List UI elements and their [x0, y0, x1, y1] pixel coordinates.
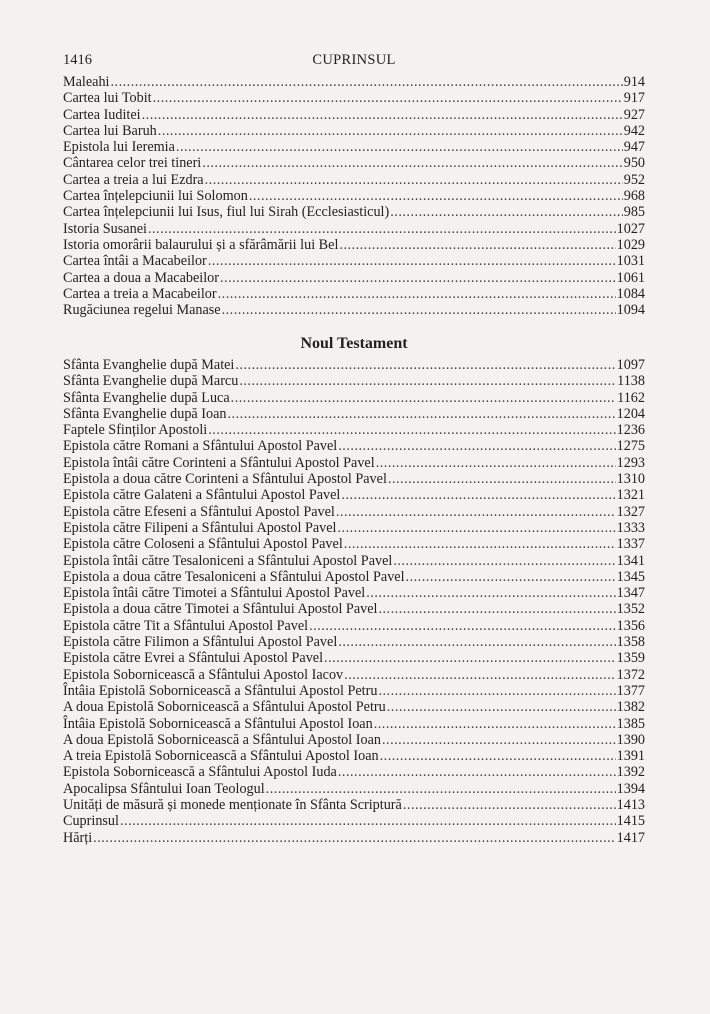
toc-entry — [63, 455, 645, 471]
dot-leader — [337, 520, 615, 536]
dot-leader — [110, 74, 622, 90]
toc-entry — [63, 601, 645, 617]
toc-entry-page: 1345 — [616, 568, 645, 585]
toc-entry — [63, 618, 645, 634]
toc-entry-title: Sfânta Evanghelie după Luca — [63, 389, 230, 406]
dot-leader — [339, 237, 615, 253]
toc-entry-title: Epistola Sobornicească a Sfântului Apostol Iuda — [63, 764, 337, 781]
toc-entry-title: Epistola către Tit a Sfântului Apostol Pavel — [63, 617, 309, 634]
toc-entry — [63, 357, 645, 373]
toc-entry-title: Cartea lui Tobit — [63, 90, 152, 107]
toc-entry — [63, 188, 645, 204]
toc-entry — [63, 204, 645, 220]
toc-entry-page: 1385 — [616, 715, 645, 732]
section-heading-new-testament: Noul Testament — [300, 335, 408, 352]
toc-entry-title: Sfânta Evanghelie după Matei — [63, 357, 235, 373]
toc-entry — [63, 504, 645, 520]
dot-leader — [208, 253, 616, 269]
dot-leader — [382, 732, 616, 748]
dot-leader — [228, 406, 616, 422]
toc-entry — [63, 155, 645, 171]
toc-entry-title: Epistola întâi către Corinteni a Sfântului Apostol Pavel — [63, 454, 375, 471]
toc-entry-page: 1352 — [616, 601, 645, 618]
toc-entry-title: Epistola Sobornicească a Sfântului Apostol Iacov — [63, 666, 344, 683]
dot-leader — [120, 813, 616, 829]
toc-entry-title: Epistola a doua către Tesaloniceni a Sfântului Apostol Pavel — [63, 568, 405, 585]
toc-entry-title: Cartea întâi a Macabeilor — [63, 253, 207, 270]
toc-entry-page: 1084 — [616, 285, 645, 302]
toc-entry-page: 1413 — [616, 797, 645, 814]
toc-entry — [63, 422, 645, 438]
toc-entry-title: Sfânta Evanghelie după Marcu — [63, 373, 239, 390]
toc-entry-page: 1162 — [617, 389, 645, 406]
dot-leader — [393, 553, 615, 569]
toc-entry — [63, 764, 645, 780]
dot-leader — [341, 487, 615, 503]
dot-leader — [376, 455, 616, 471]
dot-leader — [231, 390, 617, 406]
toc-entry-page: 1391 — [616, 748, 645, 765]
toc-entry-title: Epistola către Romani a Sfântului Apostol Pavel — [63, 438, 338, 455]
toc-entry-title: A doua Epistolă Sobornicească a Sfântului Apostol Ioan — [63, 731, 381, 748]
toc-entry-title: Cartea a treia a Macabeilor — [63, 285, 217, 302]
toc-entry-page: 1275 — [616, 438, 645, 455]
dot-leader — [153, 90, 623, 106]
toc-entry — [63, 748, 645, 764]
toc-entry — [63, 634, 645, 650]
dot-leader — [235, 357, 615, 373]
toc-entry-title: Epistola către Filimon a Sfântului Apostol Pavel — [63, 634, 338, 651]
dot-leader — [403, 797, 616, 813]
toc-entry-title: Cartea înțelepciunii lui Solomon — [63, 188, 248, 205]
toc-entry-title: Epistola lui Ieremia — [63, 139, 175, 156]
toc-entry-page: 1027 — [616, 220, 645, 237]
toc-entry-title: Cartea lui Baruh — [63, 122, 157, 139]
dot-leader — [158, 123, 623, 139]
toc-entry — [63, 471, 645, 487]
dot-leader — [249, 188, 623, 204]
toc-entry-title: Întâia Epistolă Sobornicească a Sfântului Apostol Petru — [63, 682, 378, 699]
toc-entry-title: Sfânta Evanghelie după Ioan — [63, 405, 227, 422]
toc-entry — [63, 585, 645, 601]
toc-entry-page: 1358 — [616, 634, 645, 651]
toc-entry-page: 952 — [623, 171, 645, 188]
dot-leader — [390, 204, 622, 220]
toc-entry-page: 1204 — [616, 405, 645, 422]
toc-entry-page: 1327 — [616, 503, 645, 520]
toc-entry — [63, 813, 645, 829]
dot-leader — [208, 422, 615, 438]
toc-entry-page: 1031 — [616, 253, 645, 270]
toc-entry — [63, 716, 645, 732]
dot-leader — [344, 667, 615, 683]
toc-entry-page: 1310 — [616, 471, 645, 488]
toc-entry-page: 1392 — [616, 764, 645, 781]
dot-leader — [202, 155, 622, 171]
toc-entry-title: Apocalipsa Sfântului Ioan Teologul — [63, 780, 265, 797]
toc-entry — [63, 520, 645, 536]
toc-entry — [63, 650, 645, 666]
toc-entry — [63, 487, 645, 503]
dot-leader — [388, 471, 616, 487]
toc-entry-title: Cântarea celor trei tineri — [63, 155, 202, 172]
toc-entry — [63, 237, 645, 253]
toc-entry — [63, 569, 645, 585]
toc-entry — [63, 406, 645, 422]
dot-leader — [324, 650, 616, 666]
dot-leader — [366, 585, 615, 601]
toc-entry-title: Epistola către Coloseni a Sfântului Apostol Pavel — [63, 536, 343, 553]
toc-entry-title: Rugăciunea regelui Manase — [63, 302, 221, 319]
toc-entry-page: 1094 — [616, 302, 645, 319]
toc-entry-page: 950 — [623, 155, 645, 172]
toc-entry — [63, 123, 645, 139]
toc-entry-page: 968 — [623, 188, 645, 205]
toc-entry — [63, 286, 645, 302]
dot-leader — [148, 221, 616, 237]
page-number: 1416 — [63, 52, 92, 68]
toc-entry — [63, 797, 645, 813]
toc-entry-page: 1138 — [617, 373, 645, 390]
toc-entry — [63, 107, 645, 123]
toc-entry — [63, 74, 645, 90]
toc-entry-title: Cartea a treia a lui Ezdra — [63, 171, 204, 188]
toc-entry-page: 1337 — [616, 536, 645, 553]
dot-leader — [218, 286, 616, 302]
toc-entry — [63, 270, 645, 286]
toc-entry-page: 985 — [623, 204, 645, 221]
dot-leader — [378, 601, 615, 617]
toc-entry-page: 1341 — [616, 552, 645, 569]
dot-leader — [387, 699, 616, 715]
toc-entry — [63, 667, 645, 683]
toc-entry-page: 947 — [623, 139, 645, 156]
toc-entry-title: Cuprinsul — [63, 813, 119, 830]
toc-entry-title: Cartea a doua a Macabeilor — [63, 269, 219, 286]
toc-entry-title: Cartea Iuditei — [63, 106, 141, 123]
toc-entry — [63, 172, 645, 188]
dot-leader — [338, 634, 615, 650]
toc-entry-title: Hărți — [63, 829, 93, 846]
dot-leader — [222, 302, 616, 318]
toc-entry — [63, 536, 645, 552]
toc-entry-page: 1236 — [616, 422, 645, 439]
dot-leader — [266, 781, 616, 797]
toc-entry — [63, 302, 645, 318]
toc-entry-title: Cartea înțelepciunii lui Isus, fiul lui Sirah (Ecclesiasticul) — [63, 204, 390, 221]
toc-entry-page: 917 — [623, 90, 645, 107]
dot-leader — [239, 373, 616, 389]
dot-leader — [380, 748, 616, 764]
toc-entry-page: 1372 — [616, 666, 645, 683]
toc-entry — [63, 781, 645, 797]
toc-entry-title: Istoria Susanei — [63, 220, 147, 237]
toc-entry-page: 1293 — [616, 454, 645, 471]
dot-leader — [378, 683, 615, 699]
dot-leader — [336, 504, 616, 520]
toc-entry — [63, 699, 645, 715]
toc-entry-title: Epistola întâi către Timotei a Sfântului Apostol Pavel — [63, 585, 366, 602]
toc-entry-page: 942 — [623, 122, 645, 139]
toc-entry-page: 1359 — [616, 650, 645, 667]
toc-entry-title: Epistola a doua către Corinteni a Sfântului Apostol Pavel — [63, 471, 387, 488]
toc-entry-page: 1097 — [616, 357, 645, 373]
dot-leader — [338, 764, 616, 780]
toc-entry-page: 1390 — [616, 731, 645, 748]
toc-entry-page: 1061 — [616, 269, 645, 286]
toc-entry-title: Epistola întâi către Tesaloniceni a Sfântului Apostol Pavel — [63, 552, 393, 569]
toc-entry-title: Epistola către Galateni a Sfântului Apostol Pavel — [63, 487, 341, 504]
dot-leader — [205, 172, 623, 188]
toc-entry-page: 1029 — [616, 236, 645, 253]
toc-entry — [63, 253, 645, 269]
toc-entry — [63, 683, 645, 699]
toc-entry-title: A doua Epistolă Sobornicească a Sfântului Apostol Petru — [63, 699, 386, 716]
dot-leader — [344, 536, 616, 552]
toc-entry-title: Istoria omorârii balaurului și a sfărâmării lui Bel — [63, 236, 339, 253]
dot-leader — [406, 569, 616, 585]
toc-entry — [63, 90, 645, 106]
toc-entry-page: 1394 — [616, 780, 645, 797]
toc-entry-title: Epistola către Efeseni a Sfântului Apostol Pavel — [63, 503, 335, 520]
dot-leader — [309, 618, 616, 634]
dot-leader — [374, 716, 616, 732]
dot-leader — [338, 438, 615, 454]
toc-entry — [63, 830, 645, 846]
dot-leader — [93, 830, 615, 846]
toc-entry — [63, 373, 645, 389]
toc-entry-title: A treia Epistolă Sobornicească a Sfântului Apostol Ioan — [63, 748, 379, 765]
toc-entry-title: Epistola către Filipeni a Sfântului Apostol Pavel — [63, 519, 337, 536]
toc-entry-page: 1382 — [616, 699, 645, 716]
page-header — [63, 52, 645, 72]
toc-entry-page: 1415 — [616, 813, 645, 830]
toc-entry — [63, 553, 645, 569]
dot-leader — [220, 270, 616, 286]
toc-entry — [63, 438, 645, 454]
toc-entry — [63, 732, 645, 748]
toc-entry-title: Epistola către Evrei a Sfântului Apostol Pavel — [63, 650, 324, 667]
toc-entry — [63, 221, 645, 237]
toc-entry-page: 1417 — [616, 829, 645, 846]
toc-entry-page: 914 — [623, 74, 645, 90]
toc-old-testament — [63, 74, 645, 318]
toc-entry-page: 1356 — [616, 617, 645, 634]
dot-leader — [142, 107, 623, 123]
toc-entry-title: Faptele Sfinților Apostoli — [63, 422, 208, 439]
toc-entry-title: Întâia Epistolă Sobornicească a Sfântului Apostol Ioan — [63, 715, 373, 732]
toc-entry-page: 1347 — [616, 585, 645, 602]
toc-entry-page: 927 — [623, 106, 645, 123]
toc-entry-page: 1321 — [616, 487, 645, 504]
toc-new-testament — [63, 357, 645, 846]
toc-entry-page: 1333 — [616, 519, 645, 536]
toc-entry-title: Unități de măsură și monede menționate în Sfânta Scriptură — [63, 797, 402, 814]
toc-entry — [63, 139, 645, 155]
toc-entry-title: Maleahi — [63, 74, 110, 90]
page-title: CUPRINSUL — [312, 52, 396, 68]
toc-entry-page: 1377 — [616, 682, 645, 699]
toc-entry — [63, 390, 645, 406]
toc-entry-title: Epistola a doua către Timotei a Sfântului Apostol Pavel — [63, 601, 378, 618]
dot-leader — [176, 139, 623, 155]
